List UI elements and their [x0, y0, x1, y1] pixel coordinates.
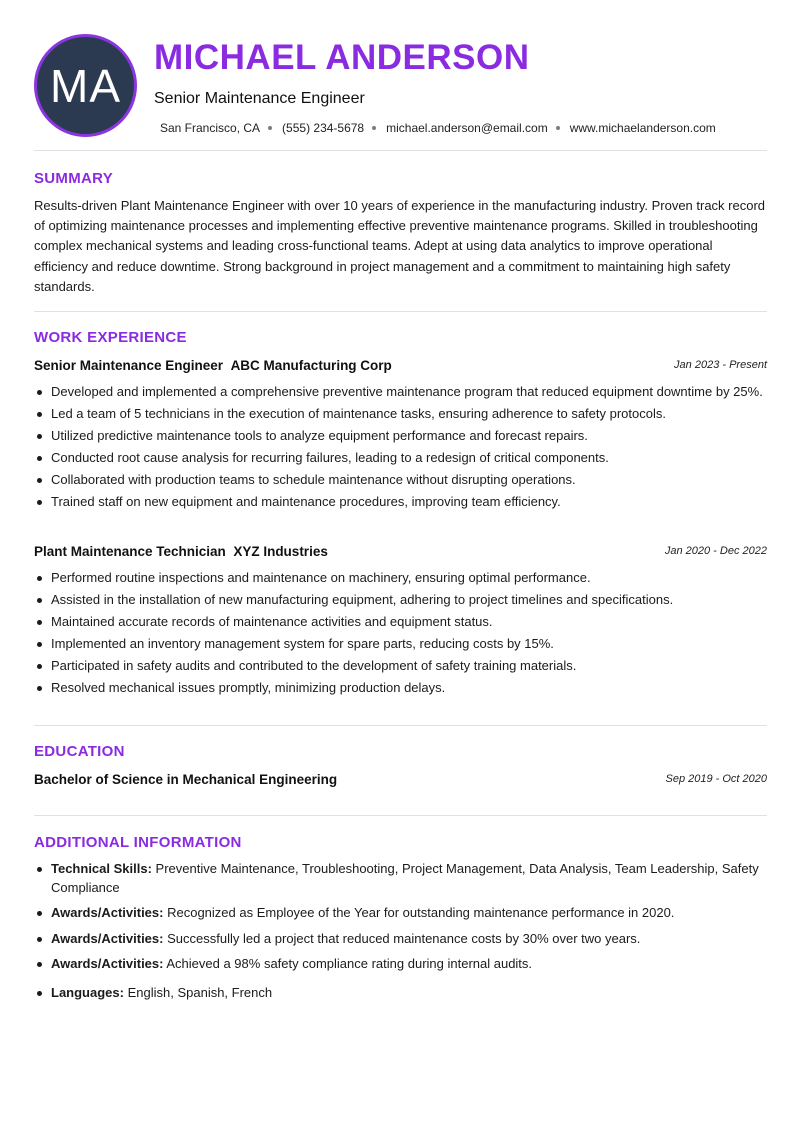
- item-label: Languages:: [51, 984, 124, 1000]
- item-text: English, Spanish, French: [127, 984, 273, 1000]
- summary-heading: SUMMARY: [34, 170, 114, 187]
- education-dates: Sep 2019 - Oct 2020: [665, 773, 767, 785]
- item-text: Preventive Maintenance, Troubleshooting, Project Management, Data Analysis, Team Leadership, Safety Compliance: [51, 861, 759, 895]
- list-item: Led a team of 5 technicians in the execution of maintenance tasks, ensuring adherence to safety protocols.: [34, 405, 767, 424]
- list-item: Assisted in the installation of new manufacturing equipment, adhering to project timelines and specifications.: [34, 591, 767, 610]
- item-text: Achieved a 98% safety compliance rating during internal audits.: [166, 956, 533, 971]
- resume-header: [34, 34, 767, 138]
- contact-bar: [160, 121, 716, 135]
- separator-dot: [372, 126, 376, 130]
- contact-email[interactable]: michael.anderson@email.com: [386, 121, 548, 135]
- job-title: Plant Maintenance Technician: [34, 544, 226, 559]
- additional-information-heading: ADDITIONAL INFORMATION: [34, 834, 242, 851]
- job-header: [34, 544, 767, 562]
- job-dates: Jan 2023 - Present: [674, 359, 767, 371]
- education-heading: EDUCATION: [34, 743, 125, 760]
- item-label: Technical Skills:: [51, 861, 152, 876]
- list-item: Participated in safety audits and contributed to the development of safety training materials.: [34, 657, 767, 676]
- divider: [34, 150, 767, 151]
- list-item: Utilized predictive maintenance tools to analyze equipment performance and forecast repairs.: [34, 427, 767, 446]
- list-item: Trained staff on new equipment and maintenance procedures, improving team efficiency.: [34, 493, 767, 512]
- divider: [34, 815, 767, 816]
- contact-location: San Francisco, CA: [160, 121, 261, 135]
- avatar: [34, 34, 137, 137]
- additional-info-list: [34, 860, 767, 1009]
- item-text: Recognized as Employee of the Year for outstanding maintenance performance in 2020.: [167, 905, 675, 920]
- list-item: Performed routine inspections and maintenance on machinery, ensuring optimal performance.: [34, 569, 767, 588]
- list-item: Collaborated with production teams to schedule maintenance without disrupting operations.: [34, 471, 767, 490]
- work-experience-heading: WORK EXPERIENCE: [34, 329, 187, 346]
- candidate-name: MICHAEL ANDERSON: [154, 38, 530, 77]
- list-item: Developed and implemented a comprehensive preventive maintenance program that reduced equipment downtime by 25%.: [34, 383, 767, 402]
- item-label: Awards/Activities:: [51, 956, 164, 971]
- education-entry: [34, 772, 767, 790]
- contact-website[interactable]: www.michaelanderson.com: [569, 121, 716, 135]
- job-bullets: [34, 569, 767, 702]
- separator-dot: [556, 126, 560, 130]
- separator-dot: [268, 126, 272, 130]
- item-label: Awards/Activities:: [51, 905, 164, 920]
- list-item: [34, 904, 767, 923]
- divider: [34, 725, 767, 726]
- divider: [34, 311, 767, 312]
- list-item: Conducted root cause analysis for recurring failures, leading to a redesign of critical components.: [34, 449, 767, 468]
- job-bullets: [34, 383, 767, 516]
- job-company: ABC Manufacturing Corp: [230, 358, 392, 373]
- candidate-title: Senior Maintenance Engineer: [154, 90, 365, 107]
- list-item: Maintained accurate records of maintenance activities and equipment status.: [34, 613, 767, 632]
- list-item: Implemented an inventory management system for spare parts, reducing costs by 15%.: [34, 635, 767, 654]
- job-company: XYZ Industries: [233, 544, 328, 559]
- item-label: Awards/Activities:: [51, 930, 164, 946]
- list-item: [34, 955, 767, 974]
- avatar-initials: MA: [50, 59, 121, 112]
- job-title: Senior Maintenance Engineer: [34, 358, 224, 373]
- job-dates: Jan 2020 - Dec 2022: [664, 545, 767, 557]
- list-item: [34, 930, 767, 949]
- list-item: [34, 984, 767, 1003]
- list-item: Resolved mechanical issues promptly, minimizing production delays.: [34, 679, 767, 698]
- contact-phone: (555) 234-5678: [282, 121, 365, 135]
- degree-name: Bachelor of Science in Mechanical Engineering: [34, 772, 338, 787]
- summary-text: Results-driven Plant Maintenance Engineer with over 10 years of experience in the manufacturing industry. Proven track record of optimizing maintenance processes and implementing effective preventive maintenance programs. Skilled in troubleshooting complex mechanical systems and leading cross-functional teams. Adept at using data analytics to improve operational efficiency and reduce downtime. Strong background in project management and a commitment to maintaining high safety standards.: [34, 198, 766, 294]
- item-text: Successfully led a project that reduced maintenance costs by 30% over two years.: [167, 930, 641, 946]
- job-header: [34, 358, 767, 376]
- list-item: [34, 860, 767, 897]
